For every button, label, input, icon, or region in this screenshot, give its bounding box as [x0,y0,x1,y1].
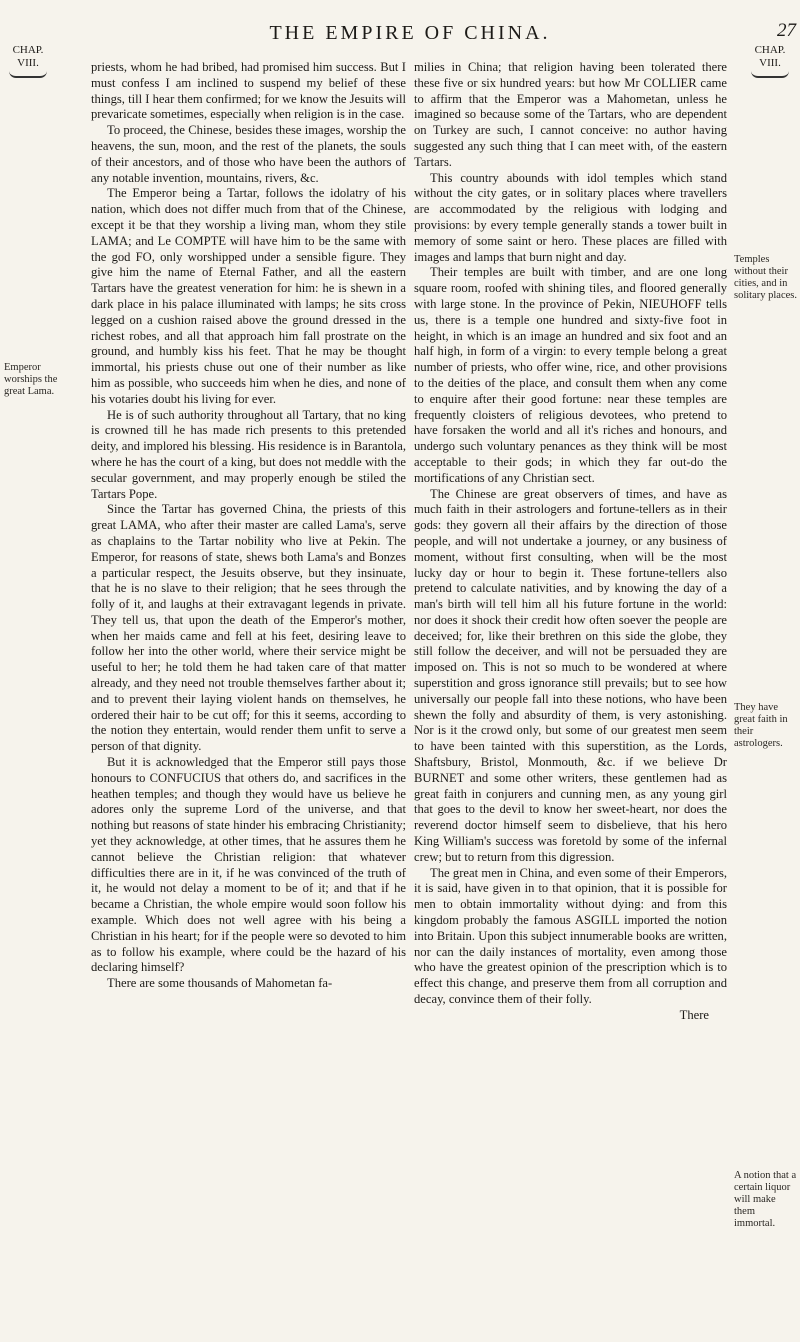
left-column [91,60,406,1330]
side-note-temples: Temples without their cities, and in solitary places. [734,254,797,301]
chapter-number: VIII. [17,57,39,69]
side-note-astrologers: They have great faith in their astrologers. [734,702,788,749]
paragraph: priests, whom he had bribed, had promised him success. But I must confess I am inclined to suspend my belief of these things, till I hear them confirmed; for we know the Jesuits will prevaricate sometimes, especially when religion is in the case. [91,60,406,122]
paragraph: Their temples are built with timber, and are one long square room, roofed with shining tiles, and floored generally with large stone. In the province of Pekin, NIEUHOFF tells us, there is a temple one hundred and sixty-five foot in height, in which is an image an hundred and six foot and an half high, in form of a virgin: to every temple belong a great number of priests, who offer wine, rice, and other provisions to the deities of the place, and consult them when any come to enquire after their good fortune: near these temples are frequently cloisters of religious devotees, who pretend to have forsaken the world and all it's riches and honours, and undergo such voluntary penances as they think will be most acceptable to their gods; in which they far out-do the mortifications of any Christian sect. [414,265,727,485]
chapter-number: VIII. [759,57,781,69]
side-note-immortality: A notion that a certain liquor will make them immortal. [734,1170,797,1229]
paragraph: milies in China; that religion having been tolerated there these five or six hundred years: but how Mr COLLIER came to affirm that the Emperor was a Mahometan, unless he imagined so because some of the Tartars, who are dependent on Turkey are such, I cannot conceive: no author having suggested any such thing that I can meet with, of the eastern Tartars. [414,60,727,169]
paragraph: The Chinese are great observers of times, and have as much faith in their astrologers and fortune-tellers as in their gods: they govern all their affairs by the direction of those people, and will not undertake a journey, or any business of moment, without first consulting, when will be the most lucky day or hour to begin it. These fortune-tellers also pretend to calculate nativities, and by knowing the day of a man's birth will tell him all his future fortune in the world: nor does it shock their credit how often soever the people are deceived; for, like their brethren on this side the globe, they still follow the deceiver, and will not be persuaded they are imposed on. This is not so much to be wondered at where superstition and gross ignorance still prevails; but to see how universally our people fall into these notions, who have been shewn the folly and absurdity of them, is very astonishing. Nor is it the crowd only, but some of our greatest men seem to have been tainted with this superstition, as the Lords, Shaftsbury, Bristol, Monmouth, &c. if we believe Dr BURNET and some other writers, these gentlemen had as great faith in conjurers and cunning men, as any young girl that goes to the devil to know her sweet-heart, nor does the reverend doctor himself seem to disbelieve, that his hero King William's success was foretold by some of the infernal crew; but to return from this digression. [414,486,727,864]
page-number: 27 [777,20,796,41]
chapter-label: CHAP. [12,44,44,56]
paragraph: The Emperor being a Tartar, follows the idolatry of his nation, which does not differ much from that of the Chinese, except it be that they worship a living man, whom they stile LAMA; and Le COMPTE will have him to be the same with the god FO, only worshipped under a sensible figure. They give him the name of Eternal Father, and all the eastern Tartars have the greatest veneration for him: he is shewn in a dark place in his palace illuminated with lamps; he sits cross legged on a cushion raised above the ground dressed in the richest robes, and all that approach him fall prostrate on the ground, and humbly kiss his feet. That he may be thought immortal, his priests chuse out one of their number as like him as possible, who succeeds him when he dies, and none of his votaries doubt his living for ever. [91,186,406,406]
paragraph: There are some thousands of Mahometan fa- [107,976,333,991]
paragraph: Since the Tartar has governed China, the priests of this great LAMA, who after their master are called Lama's, serve as chaplains to the Tartar nobility who live at Pekin. The Emperor, for reasons of state, shews both Lama's and Bonzes a particular respect, the Jesuits observe, but they insinuate, that he is no slave to their religion; that he sees through the folly of it, and laughs at their extravagant legends in private. They tell us, that upon the death of the Emperor's mother, when her maids came and fell at his feet, desiring leave to follow her into the other world, where their service might be useful to her; he told them he had taken care of that matter already, and they need not trouble themselves farther about it; and to prevent their laying violent hands on themselves, he ordered their hair to be cut off; for this it seems, according to the notion they entertain, would render them unfit to serve a person of that dignity. [91,502,406,754]
chapter-mark-right [744,44,796,78]
side-note-emperor: Emperor worships the great Lama. [4,362,58,397]
paragraph: The great men in China, and even some of their Emperors, it is said, have given in to that opinion, that it is possible for men to obtain immortality without dying: and from this kingdom probably the famous ASGILL imported the notion into Britain. Upon this subject innumerable books are written, nor can the daily instances of mortality, even among those who have the greatest opinion of the prescription which is to effect this change, and preserve them from all corruption and decay, convince them of their folly. [414,865,727,1007]
chapter-label: CHAP. [754,44,786,56]
brace-ornament [751,71,789,78]
brace-ornament [9,71,47,78]
running-title: THE EMPIRE OF CHINA. [269,22,551,44]
catchword: There [679,1007,709,1022]
chapter-mark-left [4,44,52,78]
paragraph: But it is acknowledged that the Emperor still pays those honours to CONFUCIUS that others do, and sacrifices in the heathen temples; and though they would have us believe he adores only the supreme Lord of the universe, and that nothing but reasons of state hinder his embracing Christianity; yet they acknowledge, at other times, that he assures them he cannot believe the Christian religion: that whatever difficulties there are in it, if he was convinced of the truth of it, he would not delay a moment to be of it; and that if he became a Christian, the whole empire would soon follow his example. Which does not well agree with his being a Christian in his heart; for if the people were so devoted to him as to follow his example, where could be the hazard of his declaring himself? [91,755,406,975]
paragraph: This country abounds with idol temples which stand without the city gates, or in solitary places where travellers are accommodated by the religious with lodging and provisions: by every temple generally stands a tower built in memory of some saint or hero. These places are filled with images and lamps that burn night and day. [414,170,727,264]
paragraph: He is of such authority throughout all Tartary, that no king is crowned till he has made rich presents to this pretended deity, and implored his blessing. His residence is in Barantola, where he has the court of a king, but does not meddle with the secular government, and may properly enough be stiled the Tartars Pope. [91,407,406,501]
paragraph: To proceed, the Chinese, besides these images, worship the heavens, the sun, moon, and the rest of the planets, the souls of their ancestors, and of those who have been the authors of any notable invention, mountains, rivers, &c. [91,123,406,185]
right-column [414,60,727,1330]
